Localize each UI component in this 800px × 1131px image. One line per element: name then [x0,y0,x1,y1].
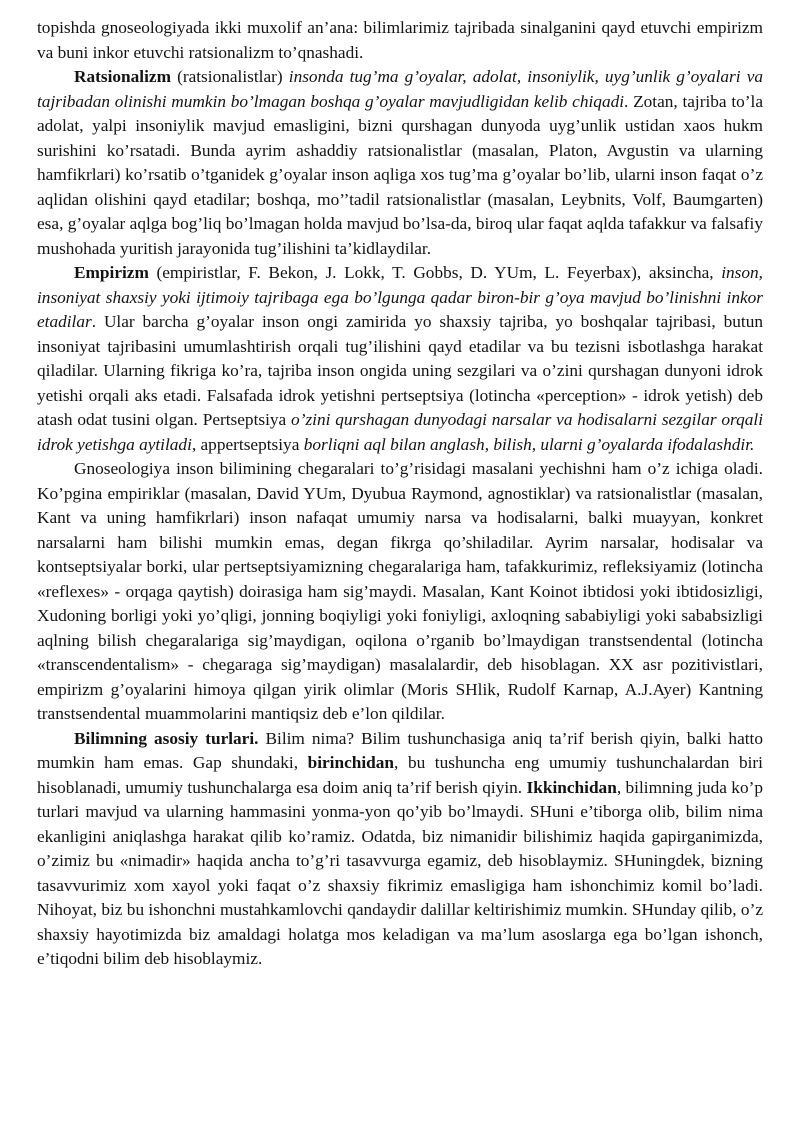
term-empiricism: Empirizm [74,263,149,282]
paragraph-intro [37,16,763,65]
paragraph-text: (empiristlar, F. Bekon, J. Lokk, T. Gobbs, D. YUm, L. Feyerbax), aksincha, [148,263,722,282]
term-rationalism: Ratsionalizm [74,67,171,86]
definition-rationalism: insonda tug’ma g’oyalar, adolat, insoniylik, uyg’unlik g’oyalari va tajribadan olinishi mumkin bo’lmagan boshqa g’oyalar mavjudligidan kelib chiqadi [37,67,764,111]
paragraph-text: Gnoseologiya inson bilimining chegaralari to’g’risidagi masalani yechishni ham o’z ichiga oladi. Ko’pgina empiriklar (masalan, David YUm, Dyubua Raymond, agnostiklar) va ratsionalistlar (masalan, Kant va uning hamfikrlari) inson nafaqat umumiy narsa va hodisalarni, balki muayyan, konkret narsalarni ham bilishi mumkin emas, degan fikrga qo’shiladilar. Ayrim narsalar, hodisalar va kontseptsiyalar borki, ular pertseptsiyamizning chegaralariga ham, tafakkurimiz, refleksiyamiz (lotincha «reflexes» - orqaga qaytish) doirasiga ham sig’maydi. Masalan, Kant Koinot ibtidosi yoki ibtidosizligi, Xudoning borligi yoki yo’qligi, jonning boqiyligi yoki foniyligi, axloqning sababiyligi yoki sababsizligi aqlning bilish chegaralariga sig’maydigan, oqilona o’rganib bo’lmaydigan transtsendental (lotincha «transcendentalism» - chegaraga sig’maydigan) masalalardir, deb hisoblagan. XX asr pozitivistlari, empirizm g’oyalarini himoya qilgan yirik olimlar (Moris SHlik, Rudolf Karnap, A.J.Ayer) Kantning transtsendental muammolarini mantiqsiz deb e’lon qildilar. [37,459,763,723]
term-secondly: Ikkinchidan [526,777,617,797]
term-firstly: birinchidan [307,753,395,772]
definition-perception: o’zini qurshagan dunyodagi narsalar va hodisalarni sezgilar orqali idrok yetishga aytiladi [37,410,763,454]
paragraph-text: . Zotan, tajriba to’la adolat, yalpi insoniylik mavjud emasligini, bizni qurshagan dunyoda uyg’unlik ustidan xaos hukm surishini ko’rsatadi. Bunda ayrim ashaddiy ratsionalistlar (masalan, Platon, Avgustin va ularning hamfikrlari) ko’rsatib o’tganidek g’oyalar inson aqliga xos tug’ma g’oyalar bo’lib, ularni inson faqat o’z aqlidan olishini qayd etadilar; boshqa, mo’’tadil ratsionalistlar (masalan, Leybnits, Volf, Baumgarten) esa, g’oyalar aqlga bog’liq bo’lmagan holda mavjud bo’lsa-da, biroq ular faqat aqlda tafakkur va falsafiy mushohada yuritish jarayonida tug’ilishini ta’kidlaydilar. [37,91,764,258]
paragraph-gnoseology-limits [37,457,763,727]
definition-empiricism: inson, insoniyat shaxsiy yoki ijtimoiy tajribaga ega bo’lgunga qadar biron-bir g’oya mavjud bo’linishni inkor etadilar [37,263,763,331]
paragraph-text: , bilimning juda ko’p turlari mavjud va ularning hammasini yonma-yon qo’yib bo’lmaydi. SHuni e’tiborga olib, bilim nima ekanligini aniqlashga harakat qilib ko’ramiz. Odatda, biz nimanidir bilishimiz haqida gapirganimizda, o’zimiz bu «nimadir» haqida ancha to’g’ri tasavvurga egamiz, deb hisoblaymiz. SHuningdek, bizning tasavvurimiz xom xayol yoki faqat o’z shaxsiy fikrimiz emasligiga ham ishonchimiz komil bo’ladi. Nihoyat, biz bu ishonchni mustahkamlovchi qandaydir dalillar keltirishimiz mumkin. SHunday qilib, o’z shaxsiy hayotimizda biz amaldagi holatga mos keladigan va ma’lum asoslarga ega bo’lgan ishonch, e’tiqodni bilim deb hisoblaymiz. [37,777,763,968]
paragraph-rationalism [37,65,763,261]
paragraph-text: (ratsionalistlar) [170,67,289,86]
paragraph-text: . Ular barcha g’oyalar inson ongi zamirida yo shaxsiy tajriba, yo boshqalar tajribasi, butun insoniyat tajribasini umumlashtirish orqali tug’ilishini qayd etadilar va bu tezisni isbotlashga harakat qiladilar. Ularning fikriga ko’ra, tajriba inson ongida uning sezgilari va o’zini qurshagan dunyoni idrok yetishi orqali aks etadi. Falsafada idrok yetishni pertseptsiya (lotincha «perception» - idrok yetish) deb atash odat tusini olgan. Pertseptsiya [37,312,763,429]
paragraph-text: , bu tushuncha eng umumiy tushunchalardan biri hisoblanadi, umumiy tushunchalarga esa doim aniq ta’rif berish qiyin. [37,753,763,797]
paragraph-text: topishda gnoseologiyada ikki muxolif an’ana: bilimlarimiz tajribada sinalganini qayd etuvchi empirizm va buni inkor etuvchi ratsionalizm to’qnashadi. [37,18,763,62]
definition-apperception: borliqni aql bilan anglash, bilish, ularni g’oyalarda ifodalashdir. [303,434,755,454]
paragraph-text: Bilim nima? Bilim tushunchasiga aniq ta’rif berish qiyin, balki hatto mumkin ham emas. Gap shundaki, [37,728,763,772]
paragraph-knowledge-types [37,727,763,972]
paragraph-empiricism [37,261,763,457]
section-heading-knowledge-types: Bilimning asosiy turlari. [74,728,259,748]
paragraph-text: , appertseptsiya [191,434,304,454]
